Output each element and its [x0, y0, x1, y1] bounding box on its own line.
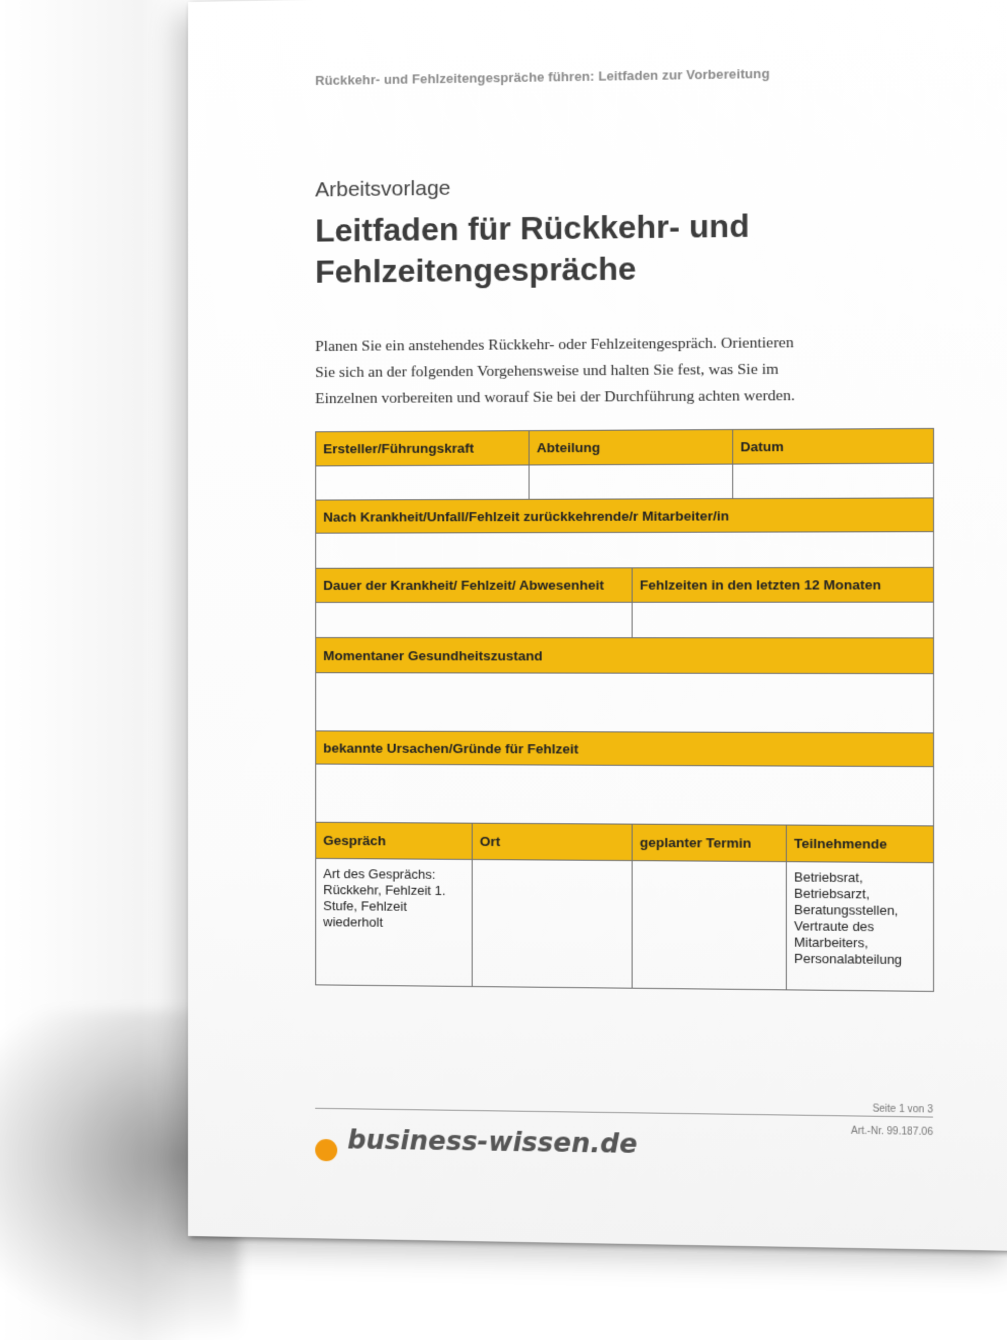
page-number: Seite 1 von 3 [872, 1103, 934, 1116]
known-causes-label: bekannte Ursachen/Gründe für Fehlzeit [316, 731, 934, 767]
date-field[interactable] [733, 463, 934, 498]
document-title: Leitfaden für Rückkehr- und Fehlzeitengespräche [315, 207, 750, 290]
running-header: Rückkehr- und Fehlzeitengespräche führen: Leitfaden zur Vorbereitung [315, 65, 770, 89]
document-kind: Arbeitsvorlage [315, 176, 451, 202]
date-label: Datum [733, 428, 934, 464]
department-field[interactable] [529, 464, 733, 499]
health-status-label: Momentaner Gesundheitszustand [316, 638, 934, 674]
health-status-field[interactable] [316, 673, 934, 733]
absences-12m-field[interactable] [632, 602, 933, 638]
location-label: Ort [472, 823, 632, 860]
department-label: Abteilung [529, 430, 733, 465]
intro-paragraph: Planen Sie ein anstehendes Rückkehr- oder Fehlzeitengespräch. Orientieren Sie sich an der folgenden Vorgehensweise und halten Sie fest, was Sie im Einzelnen vorbereiten und worauf Sie bei der Durchführung achten werden. [315, 334, 795, 408]
duration-label: Dauer der Krankheit/ Fehlzeit/ Abwesenheit [316, 568, 632, 603]
planned-date-label: geplanter Termin [632, 824, 786, 862]
returning-employee-field[interactable] [316, 532, 934, 569]
logo-text: business-wissen.de [347, 1125, 638, 1160]
returning-employee-label: Nach Krankheit/Unfall/Fehlzeit zurückkehrende/r Mitarbeiter/in [316, 498, 934, 533]
conversation-field[interactable]: Art des Gesprächs: Rückkehr, Fehlzeit 1. Stufe, Fehlzeit wiederholt [316, 858, 472, 986]
planned-date-field[interactable] [632, 861, 786, 990]
known-causes-field[interactable] [316, 764, 934, 826]
creator-field[interactable] [316, 465, 529, 500]
duration-field[interactable] [316, 602, 632, 637]
logo-dot-icon [315, 1139, 337, 1161]
article-number: Art.-Nr. 99.187.06 [851, 1125, 934, 1139]
location-field[interactable] [472, 859, 632, 988]
absences-12m-label: Fehlzeiten in den letzten 12 Monaten [632, 567, 933, 602]
participants-label: Teilnehmende [786, 825, 933, 863]
preparation-form [315, 428, 934, 992]
document-page [188, 0, 1007, 1251]
conversation-label: Gespräch [316, 822, 472, 859]
creator-label: Ersteller/Führungskraft [316, 431, 529, 466]
participants-field[interactable]: Betriebsrat, Betriebsarzt, Beratungsstellen, Vertraute des Mitarbeiters, Personalabteilung [786, 862, 933, 992]
